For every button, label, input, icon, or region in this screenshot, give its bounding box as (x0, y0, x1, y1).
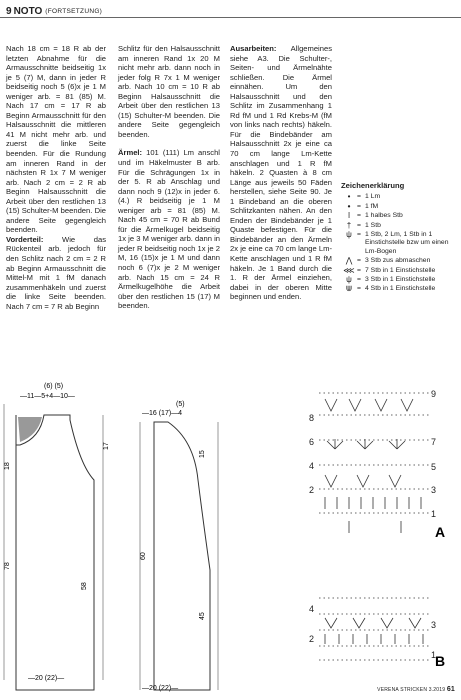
single-crochet-icon: • (347, 201, 351, 211)
sleeve-schematic (128, 400, 238, 700)
symbol-legend (341, 182, 459, 295)
page-footer (377, 686, 455, 693)
fan-7-icon: ⋘ (343, 265, 355, 275)
crochet-chart-b (305, 590, 445, 670)
footer-magazine: VERENA STRICKEN 3.2019 (377, 687, 446, 693)
double-crochet-icon: † (346, 220, 352, 230)
page-section-number: 9 (6, 5, 12, 17)
svg-text:2: 2 (309, 634, 315, 644)
legend-row: ǀ = 1 halbes Stb (341, 212, 459, 220)
legend-title: Zeichenerklärung (341, 181, 405, 190)
svg-text:8: 8 (309, 413, 315, 423)
legend-row: • = 1 fM (341, 203, 459, 211)
legend-row: • = 1 Lm (341, 193, 459, 201)
sleeve-right-45: 45 (199, 612, 206, 620)
legend-row: † = 1 Stb (341, 222, 459, 230)
instructions-column-2 (118, 44, 220, 311)
sleeve-bottom-width: —20 (22)— (142, 685, 179, 692)
body-mid-58: 58 (81, 582, 88, 590)
legend-row: ψ = 1 Stb, 2 Lm, 1 Stb in 1 Einstichstelle bzw um einen Lm-Bogen (341, 231, 459, 256)
body-right-17: 17 (103, 442, 110, 450)
finishing-heading: Ausarbeiten: (230, 44, 277, 53)
svg-text:3: 3 (431, 620, 437, 630)
chain-stitch-icon: • (347, 192, 351, 202)
body-left-18: 18 (4, 462, 11, 470)
v-stitch-icon: ψ (346, 230, 352, 240)
sleeve-right-15: 15 (199, 450, 206, 458)
svg-text:7: 7 (431, 437, 437, 447)
front-piece-text: Wie das Rückenteil arb. jedoch für den Schlitz nach 2 cm = 2 R ab Beginn Armausschnitt die Mittel-M mit 1 fM danach zusammenhäkeln und zuerst die linke Seite beenden. Nach 7 cm = 7 R ab Beginn (6, 234, 106, 311)
sleeve-top-size: (5) (176, 401, 185, 408)
sleeve-heading: Ärmel: (118, 148, 143, 158)
body-bottom-width: —20 (22)— (28, 675, 65, 682)
pattern-title: NOTO (13, 5, 43, 17)
chart-b-label: B (435, 653, 446, 669)
front-piece-heading: Vorderteil: (6, 234, 44, 244)
body-top-sizes: (6) (5) (44, 383, 64, 390)
footer-page-number: 61 (446, 686, 455, 693)
legend-row: ⋓ = 4 Stb in 1 Einstichstelle (341, 285, 459, 293)
svg-text:1: 1 (431, 509, 437, 519)
instructions-column-3 (230, 44, 332, 302)
header-divider (0, 17, 461, 18)
sleeve-text: 101 (111) Lm anschl und im Häkelmuster B arb. Für die Schrägungen 1x in der 5. R ab Anschlag und dann noch 9 (12)x in jeder 6. (4.) R beidseitig je 1 M weniger arb = 81 (85) M. Nach 45 cm = 70 R ab Bund für die Ärmelkugel beidseitig 1x je 3 M weniger arb. dann in jeder R beidseitig noch 1x je 2 M, 16 (15)x je 1 M und dann noch 6 (7)x je 2 M weniger arb. Nach 15 cm = 24 R Ärmelkugelhöhe die Arbeit über den restlichen 15 (17) M beenden. (118, 148, 220, 311)
slit-text: Schlitz für den Halsausschnitt am inneren Rand 1x 20 M nicht mehr arb. dann noch in jeder folg R 7x 1 M weniger arb. Nach 10 cm = 10 R ab Beginn Halsausschnitt die Arbeit über den restlichen 13 (15) Schulter-M beenden. Die andere Seite gegengleich beenden. (118, 44, 220, 139)
fan-3-icon: ψ (346, 275, 352, 285)
body-left-78: 78 (4, 562, 11, 570)
crochet-chart-a (305, 385, 445, 545)
back-piece-text: Nach 18 cm = 18 R ab der letzten Abnahme für die Armausschnitte beidseitig 1x je 5 (7) M, dann in jeder R beidseitig noch 5 (6)x je 1 M weniger arb. = 81 (85) M. Nach 17 cm = 17 R ab Beginn Armausschnitt für den Halsausschnitt die mittleren 41 M nicht mehr arb. und zuerst die linke Seite beenden. Für die Rundung am inneren Rand in der nächsten R 1x 7 M weniger arb. Nach 2 cm = 2 R ab Beginn Halsausschnitt die Arbeit über den restlichen 13 (15) Schulter-M beenden. Die andere Seite gegengleich beenden. (6, 44, 106, 235)
svg-text:6: 6 (309, 437, 315, 447)
legend-row: ψ = 3 Stb in 1 Einstichstelle (341, 276, 459, 284)
svg-text:5: 5 (431, 462, 437, 472)
neckline-shade (18, 417, 42, 442)
dc3tog-icon: ⋀ (345, 256, 353, 266)
svg-text:1: 1 (431, 650, 437, 660)
chart-a-label: A (435, 524, 446, 540)
body-top-widths: —11—5+4—10— (20, 393, 75, 400)
svg-text:9: 9 (431, 389, 437, 399)
svg-text:4: 4 (309, 604, 315, 614)
finishing-text: Allgemeines siehe A3. Die Schulter-, Seiten- und Ärmelnähte schließen. Die Ärmel einnähen. Um den Halsausschnitt und den Schlitz im Zusammenhang 1 Rd fM und 1 Rd Krebs-M (fM von links nach rechts) häkeln. Für die Bindebänder am Halsausschnitt 2x je eine ca 70 cm lange Lm-Kette anschlagen und 1 R fM häkeln. 2 Quasten à 8 cm Länge aus jeweils 50 Fäden herstellen, siehe Seite 90. Je 1 Bindeband an die oberen Schlitzkanten nähen. An den Enden der Bindebänder je 1 Quaste befestigen. Für die Bindebänder an den Ärmeln 2x je eine ca 70 cm lange Lm-Kette anschlagen und 1 R fM häkeln. Je 1 Band durch die 1. R der Ärmel einziehen, dabei in der oberen Mitte beginnen und enden. (230, 44, 332, 302)
sleeve-top-widths: —16 (17)—4 (142, 410, 183, 417)
fan-4-icon: ⋓ (345, 284, 353, 294)
legend-row: ⋘ = 7 Stb in 1 Einstichstelle (341, 267, 459, 275)
legend-row: ⋀ = 3 Stb zus abmaschen (341, 257, 459, 265)
instructions-column-1 (6, 44, 106, 311)
pattern-subtitle: (FORTSETZUNG) (45, 7, 103, 15)
chart-a-stitches (319, 393, 429, 533)
half-double-crochet-icon: ǀ (347, 211, 351, 221)
svg-text:2: 2 (309, 485, 315, 495)
svg-text:3: 3 (431, 485, 437, 495)
sleeve-left-60: 60 (140, 552, 147, 560)
svg-text:4: 4 (309, 461, 315, 471)
chart-b-stitches (319, 598, 429, 660)
page-header (6, 4, 102, 18)
